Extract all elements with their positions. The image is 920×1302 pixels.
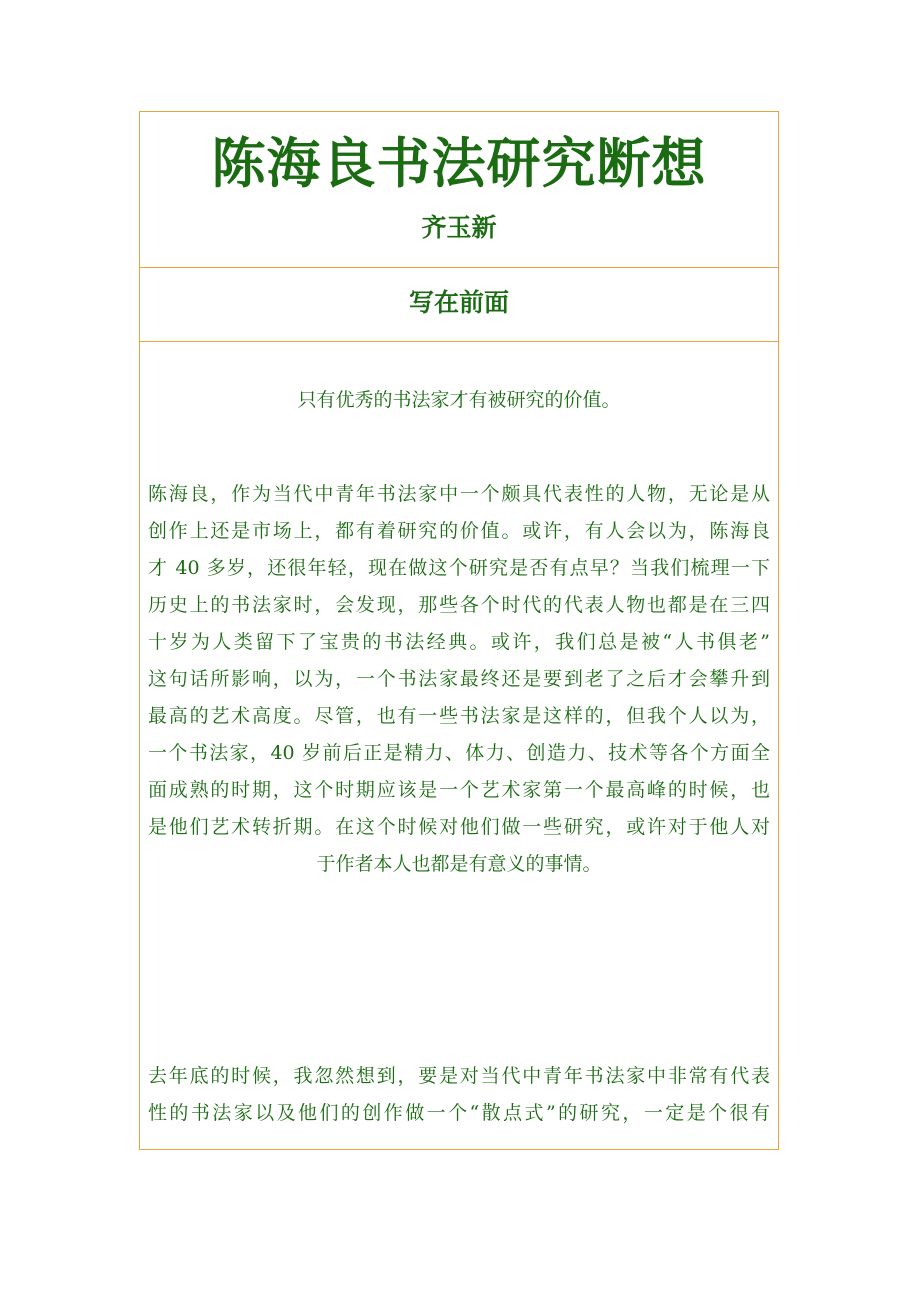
section-header bbox=[140, 267, 778, 342]
paragraph-line: 一个书法家，40 岁前后正是精力、体力、创造力、技术等各个方面全 bbox=[148, 742, 770, 764]
paragraph-line: 是他们艺术转折期。在这个时候对他们做一些研究，或许对于他人对 bbox=[148, 816, 770, 838]
paragraph-line: 这句话所影响，以为，一个书法家最终还是要到老了之后才会攀升到 bbox=[148, 668, 770, 690]
document-title: 陈海良书法研究断想 bbox=[211, 131, 707, 195]
paragraph-line: 十岁为人类留下了宝贵的书法经典。或许，我们总是被“人书俱老” bbox=[148, 631, 770, 653]
paragraph-3 bbox=[148, 1058, 770, 1132]
section-title: 写在前面 bbox=[408, 288, 509, 317]
paragraph-line: 性的书法家以及他们的创作做一个“散点式”的研究，一定是个很有 bbox=[148, 1102, 770, 1124]
paragraph-line: 去年底的时候，我忽然想到，要是对当代中青年书法家中非常有代表 bbox=[148, 1065, 770, 1087]
title-block bbox=[140, 112, 778, 268]
paragraph-line: 历史上的书法家时，会发现，那些各个时代的代表人物也都是在三四 bbox=[148, 594, 770, 616]
paragraph-line: 面成熟的时期，这个时期应该是一个艺术家第一个最高峰的时候，也 bbox=[148, 779, 770, 801]
intro-sentence: 只有优秀的书法家才有被研究的价值。 bbox=[297, 389, 621, 411]
paragraph-line: 创作上还是市场上，都有着研究的价值。或许，有人会以为，陈海良 bbox=[148, 520, 770, 542]
paragraph-2 bbox=[148, 476, 770, 883]
document-frame bbox=[139, 111, 779, 1150]
paragraph-line: 最高的艺术高度。尽管，也有一些书法家是这样的，但我个人以为， bbox=[148, 705, 770, 727]
author-name: 齐玉新 bbox=[421, 213, 497, 242]
paragraph-line: 陈海良，作为当代中青年书法家中一个颇具代表性的人物，无论是从 bbox=[148, 483, 770, 505]
paragraph-line: 于作者本人也都是有意义的事情。 bbox=[316, 853, 602, 875]
paragraph-line: 才 40 多岁，还很年轻，现在做这个研究是否有点早？当我们梳理一下 bbox=[148, 557, 770, 579]
